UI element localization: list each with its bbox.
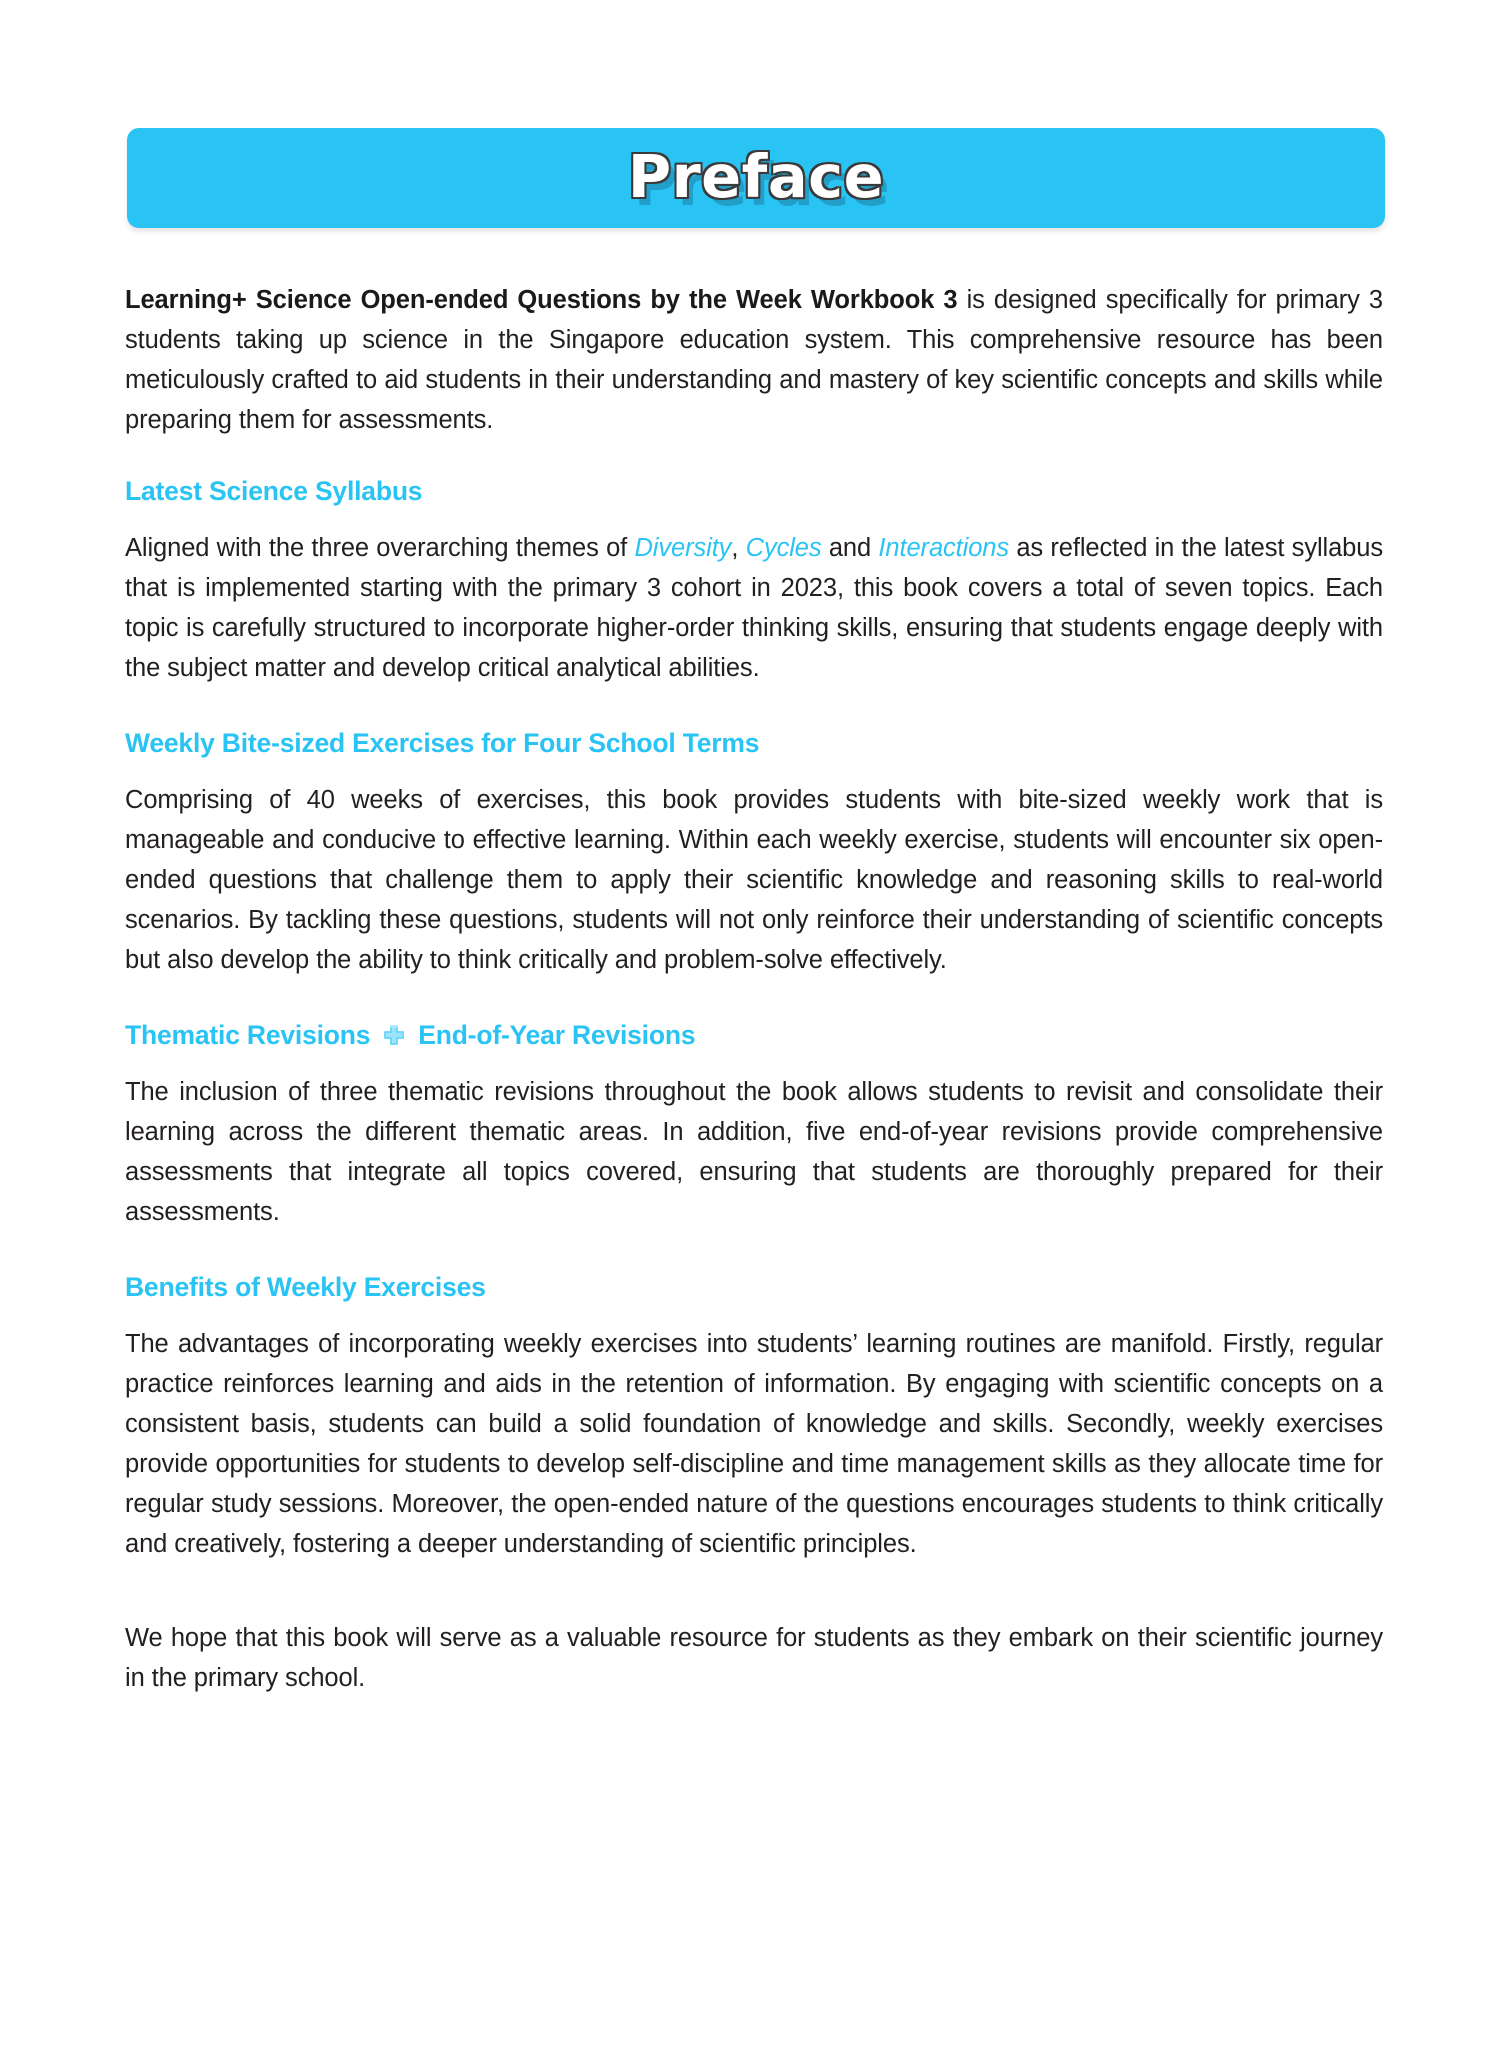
section-paragraph-benefits-of-weekly-exercises: The advantages of incorporating weekly exercises into students’ learning routines are manifold. Firstly, regular practice reinforces learning and aids in the retention of information. By engaging with scientific concepts on a consistent basis, students can build a solid foundation of knowledge and skills. Secondly, weekly exercises provide opportunities for students to develop self-discipline and time management skills as they allocate time for regular study sessions. Moreover, the open-ended nature of the questions encourages students to think critically and creatively, fostering a deeper understanding of scientific principles. — [125, 1330, 1383, 1558]
spacer — [125, 1232, 1383, 1270]
spacer — [125, 688, 1383, 726]
section-heading-label-part1: Thematic Revisions — [125, 1020, 371, 1050]
term-separator-2: and — [821, 534, 879, 562]
spacer — [125, 760, 1383, 780]
spacer — [125, 440, 1383, 474]
spacer — [125, 1564, 1383, 1618]
term-separator-1: , — [731, 534, 746, 562]
section-paragraph-weekly-bite-sized-exercises: Comprising of 40 weeks of exercises, this book provides students with bite-sized weekly work that is manageable and conducive to effective learning. Within each weekly exercise, students will encounter six open-ended questions that challenge them to apply their scientific knowledge and reasoning skills to real-world scenarios. By tackling these questions, students will not only reinforce their understanding of scientific concepts but also develop the ability to think critically and problem-solve effectively. — [125, 786, 1383, 974]
section-heading-label: Benefits of Weekly Exercises — [125, 1272, 486, 1302]
theme-term-interactions: Interactions — [878, 534, 1010, 562]
section-heading-label: Latest Science Syllabus — [125, 476, 423, 506]
section-heading-benefits-of-weekly-exercises — [125, 1270, 1383, 1304]
syllabus-text-part1: Aligned with the three overarching themes of — [125, 534, 635, 562]
intro-paragraph — [125, 280, 1383, 440]
theme-term-cycles: Cycles — [745, 534, 822, 562]
section-paragraph-latest-science-syllabus — [125, 528, 1383, 688]
section-heading-label: Weekly Bite-sized Exercises for Four School Terms — [125, 728, 760, 758]
spacer — [125, 508, 1383, 528]
section-heading-weekly-bite-sized-exercises — [125, 726, 1383, 760]
syllabus-text-part2: as reflected in the latest syllabus that is implemented starting with the primary 3 cohort in 2023, this book covers a total of seven topics. Each topic is carefully structured to incorporate higher-order thinking skills, ensuring that students engage deeply with the subject matter and develop critical analytical abilities. — [125, 534, 1383, 682]
section-heading-latest-science-syllabus — [125, 474, 1383, 508]
section-heading-label-part2: End-of-Year Revisions — [418, 1020, 696, 1050]
spacer — [125, 980, 1383, 1018]
section-paragraph-thematic-and-end-of-year-revisions: The inclusion of three thematic revisions throughout the book allows students to revisit and consolidate their learning across the different thematic areas. In addition, five end-of-year revisions provide comprehensive assessments that integrate all topics covered, ensuring that students are thoroughly prepared for their assessments. — [125, 1078, 1383, 1226]
preface-body — [125, 280, 1383, 1698]
section-heading-thematic-and-end-of-year-revisions — [125, 1018, 1383, 1052]
theme-term-diversity: Diversity — [634, 534, 732, 562]
spacer — [125, 1052, 1383, 1072]
plus-icon — [379, 1021, 409, 1051]
page-title: Preface — [627, 141, 885, 211]
spacer — [125, 1304, 1383, 1324]
intro-rest: is designed specifically for primary 3 students taking up science in the Singapore education system. This comprehensive resource has been meticulously crafted to aid students in their understanding and mastery of key scientific concepts and skills while preparing them for assessments. — [125, 286, 1383, 434]
page-title-banner — [127, 128, 1385, 228]
intro-bold-lead: Learning+ Science Open-ended Questions by the Week Workbook 3 — [125, 286, 958, 314]
closing-paragraph: We hope that this book will serve as a valuable resource for students as they embark on their scientific journey in the primary school. — [125, 1624, 1383, 1692]
